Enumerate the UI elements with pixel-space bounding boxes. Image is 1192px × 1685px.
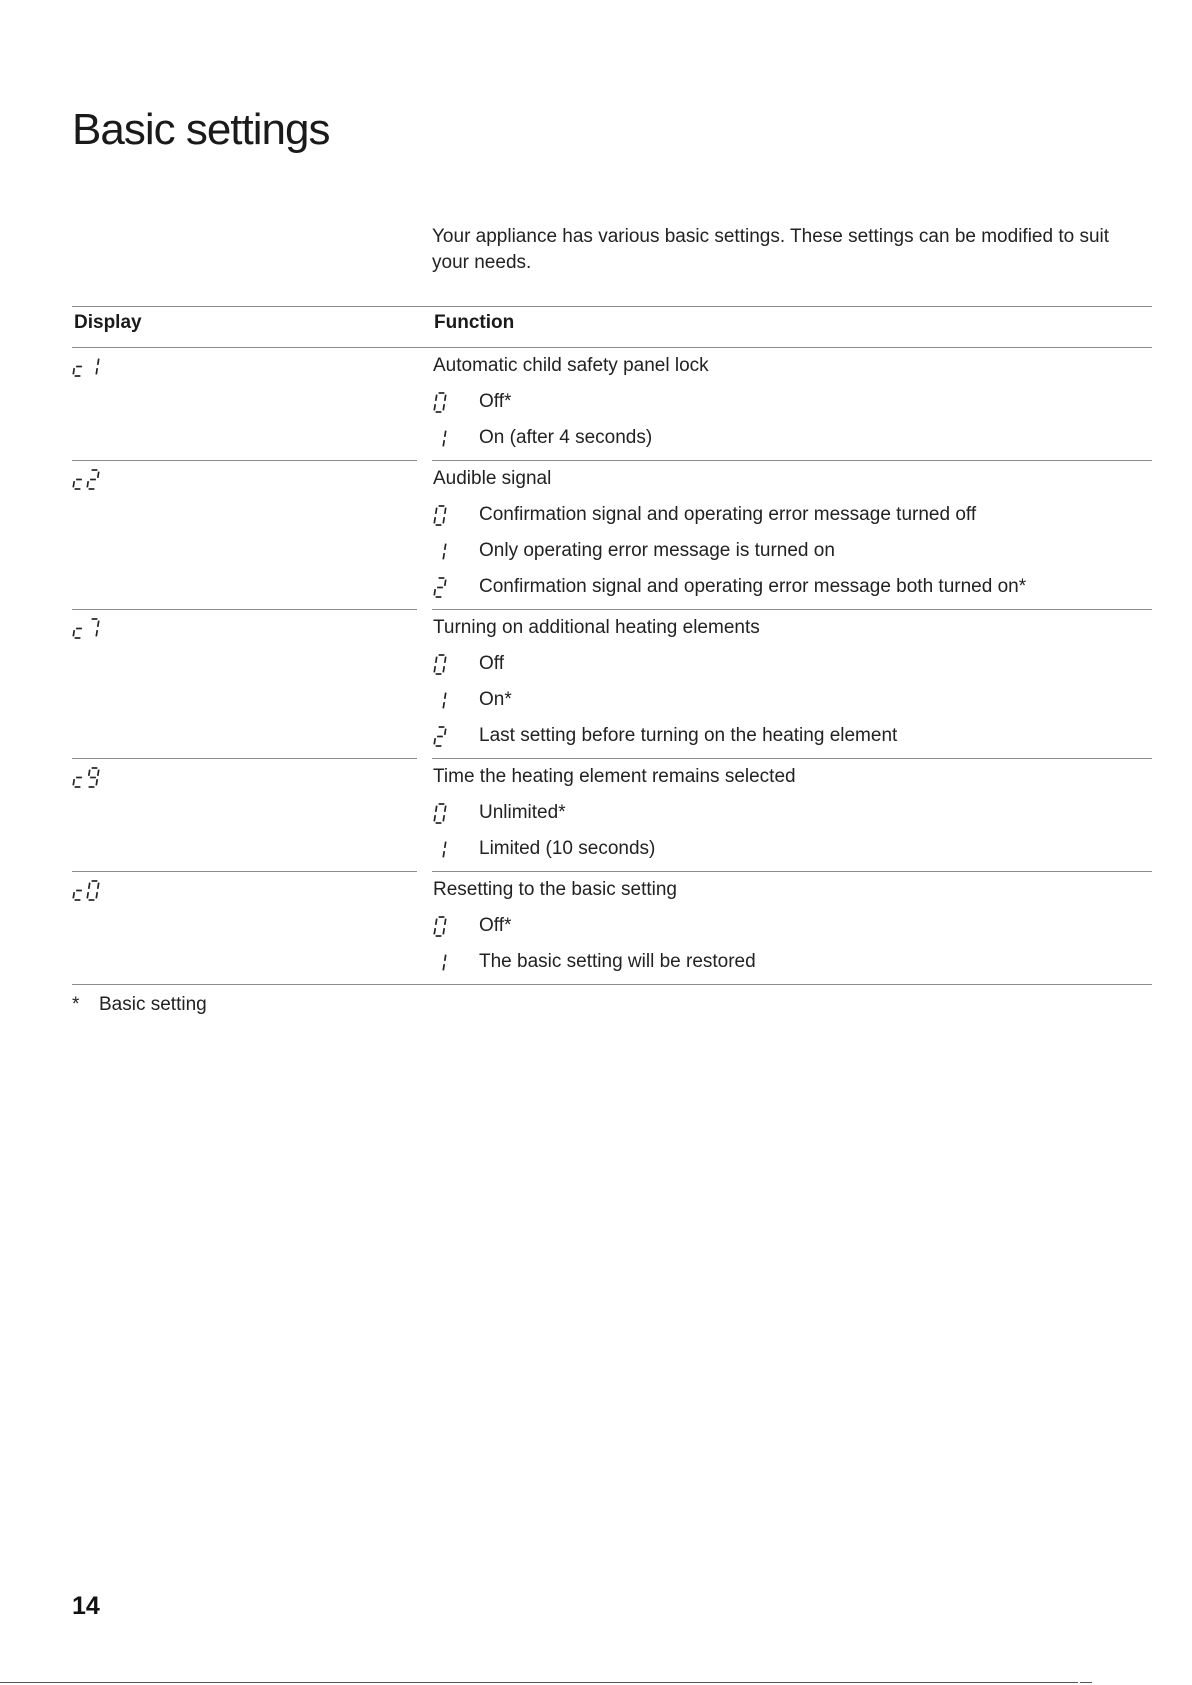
segment-c [96,630,97,636]
segment-c [443,517,444,523]
function-cell [432,460,1152,609]
option-item [433,944,1152,980]
page-number: 14 [72,1592,100,1620]
segment-c [443,404,444,410]
segment-b [445,728,446,734]
option-value [433,392,452,413]
setting-row [72,758,1152,871]
option-value [433,541,452,562]
table-header-display: Display [74,312,142,333]
footnote-marker: * [72,994,80,1015]
display-code [72,618,105,639]
segment-e [73,368,74,374]
seven-segment-glyph [433,392,452,413]
option-value [433,952,452,973]
segment-e [87,481,88,487]
segment-c [443,815,444,821]
segment-e [434,666,435,672]
option-item [433,908,1152,944]
segment-b [98,769,99,775]
segment-b [445,918,446,924]
seven-segment-glyph [72,469,105,490]
page-edge-line [0,1682,1078,1683]
function-name: Time the heating element remains selected [433,766,796,787]
option-label: Off* [479,391,512,412]
function-cell [432,609,1152,758]
segment-b [98,358,99,364]
segment-e [87,892,88,898]
page-edge-line [1080,1682,1092,1683]
option-item [433,718,1152,754]
option-label: Only operating error message is turned on [479,540,835,561]
display-cell [72,460,417,609]
seven-segment-glyph [433,505,452,526]
option-value [433,428,452,449]
seven-segment-glyph [72,767,105,788]
segment-b [445,543,446,549]
segment-c [96,779,97,785]
intro-text: Your appliance has various basic settings. These settings can be modified to suit your needs. [432,226,1110,273]
segment-b [445,579,446,585]
settings-table [72,306,1152,985]
seven-segment-glyph [433,690,452,711]
segment-e [434,815,435,821]
option-label: Off* [479,915,512,936]
function-cell [432,758,1152,871]
segment-e [434,738,435,744]
option-value [433,916,452,937]
segment-f [436,507,437,513]
segment-b [445,805,446,811]
segment-b [445,841,446,847]
display-cell [72,609,417,758]
setting-row [72,609,1152,758]
option-label: Last setting before turning on the heating element [479,725,898,746]
segment-c [443,928,444,934]
segment-b [445,507,446,513]
option-label: Off [479,653,504,674]
segment-e [434,517,435,523]
segment-c [443,553,444,559]
setting-row [72,871,1152,984]
option-label: Unlimited* [479,802,566,823]
segment-e [73,892,74,898]
option-item [433,497,1152,533]
seven-segment-glyph [72,618,105,639]
display-cell [72,348,417,460]
segment-e [434,928,435,934]
option-label: On (after 4 seconds) [479,427,653,448]
segment-b [445,692,446,698]
option-item [433,420,1152,456]
table-header-function: Function [434,312,515,333]
segment-e [434,404,435,410]
segment-f [436,918,437,924]
segment-c [443,851,444,857]
option-value [433,690,452,711]
option-item [433,533,1152,569]
option-label: Confirmation signal and operating error message turned off [479,504,977,525]
segment-b [98,471,99,477]
option-item [433,682,1152,718]
display-code [72,356,105,377]
display-code [72,469,105,490]
page-title: Basic settings [72,105,330,154]
display-code [72,880,105,901]
segment-b [445,430,446,436]
option-value [433,726,452,747]
display-cell [72,758,417,871]
segment-b [445,656,446,662]
option-label: The basic setting will be restored [479,951,756,972]
display-code [72,767,105,788]
option-value [433,839,452,860]
option-item [433,569,1152,605]
setting-row [72,460,1152,609]
table-bottom-rule [72,984,1152,985]
seven-segment-glyph [433,803,452,824]
segment-c [443,666,444,672]
function-name: Resetting to the basic setting [433,879,677,900]
option-value [433,654,452,675]
segment-b [98,882,99,888]
table-header [72,306,1152,348]
segment-f [89,769,90,775]
function-cell [432,871,1152,984]
segment-f [89,882,90,888]
footnote-text: Basic setting [99,994,207,1015]
seven-segment-glyph [433,952,452,973]
option-value [433,505,452,526]
option-item [433,384,1152,420]
seven-segment-glyph [433,541,452,562]
seven-segment-glyph [433,577,452,598]
seven-segment-glyph [433,428,452,449]
segment-b [445,954,446,960]
segment-e [73,630,74,636]
segment-c [443,964,444,970]
option-value [433,803,452,824]
option-label: Limited (10 seconds) [479,838,656,859]
option-label: Confirmation signal and operating error message both turned on* [479,576,1027,597]
option-item [433,795,1152,831]
function-name: Automatic child safety panel lock [433,355,709,376]
segment-c [443,702,444,708]
segment-f [436,656,437,662]
function-cell [432,348,1152,460]
segment-e [434,589,435,595]
seven-segment-glyph [72,356,105,377]
segment-c [96,368,97,374]
display-cell [72,871,417,984]
seven-segment-glyph [433,726,452,747]
segment-f [436,394,437,400]
function-name: Audible signal [433,468,552,489]
option-value [433,577,452,598]
footnote [72,987,207,1023]
option-item [433,646,1152,682]
segment-b [98,620,99,626]
seven-segment-glyph [433,916,452,937]
function-name: Turning on additional heating elements [433,617,760,638]
option-item [433,831,1152,867]
segment-c [443,440,444,446]
segment-b [445,394,446,400]
seven-segment-glyph [433,654,452,675]
setting-row [72,348,1152,460]
seven-segment-glyph [72,880,105,901]
segment-f [436,805,437,811]
segment-e [73,779,74,785]
segment-c [96,892,97,898]
option-label: On* [479,689,512,710]
seven-segment-glyph [433,839,452,860]
segment-e [73,481,74,487]
